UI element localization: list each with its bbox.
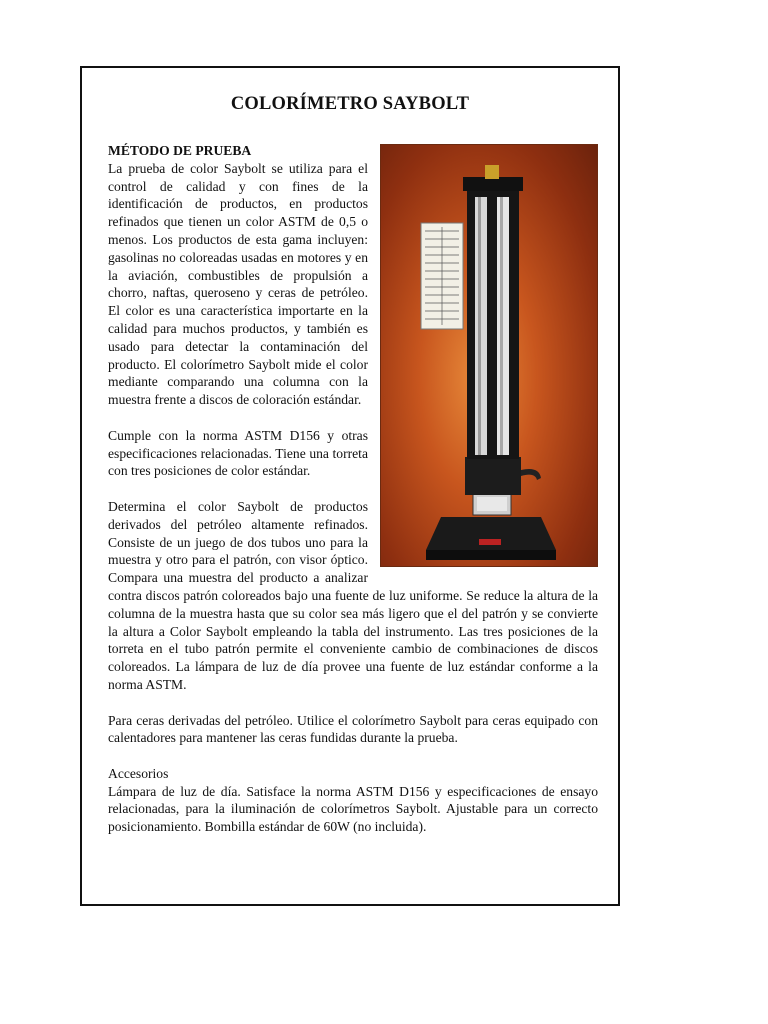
lower-housing — [465, 457, 521, 495]
brass-fitting-icon — [485, 165, 499, 179]
viewer-glass — [477, 497, 507, 511]
brand-logo-icon — [479, 539, 501, 545]
sample-tube-highlight — [478, 197, 481, 455]
standard-tube-highlight — [500, 197, 503, 455]
paragraph-accessories: Lámpara de luz de día. Satisface la norma ASTM D156 y especificaciones de ensayo relacionadas, para la iluminación de colorímetros Saybolt. Ajustable para un correcto posicionamiento. Bombilla estándar de 60W (no incluida). — [108, 783, 598, 835]
paragraph-method: Determina el color Saybolt de productos derivados del petróleo altamente refinados. Consiste de un juego de dos tubos uno para la muestra y otro para el patrón, con visor óptico. Compara una muestra del producto a analizar contra discos patrón coloreados bajo una fuente de luz uniforme. Se reduce la altura de la columna de la muestra hasta que su color sea más ligero que el del patrón y se convierte la altura a Color Saybolt empleando la tabla del instrumento. Las tres posiciones de la torreta en el tubo patrón permite el conveniente cambio de combinaciones de discos coloreados. La lámpara de luz de día provee una fuente de luz estándar conforme a la norma ASTM. — [108, 498, 598, 692]
adjustment-knob-icon — [521, 469, 541, 480]
instrument-base — [426, 517, 556, 550]
colorimeter-illustration — [381, 145, 597, 566]
paragraph-intro: La prueba de color Saybolt se utiliza para el control de calidad y con fines de la identificación de productos, en productos refinados que tienen un color ASTM de 0,5 o menos. Los productos de esta gama incluyen: gasolinas no coloreadas usadas en motores y en la aviación, combustibles de propulsión a chorro, naftas, queroseno y ceras de petróleo. El color es una característica importarte en la calidad para muchos productos, y también es usado para detectar la contaminación del producto. El colorímetro Saybolt mide el color mediante comparando una columna con la muestra frente a discos de coloración estándar. — [108, 160, 368, 408]
section-heading: MÉTODO DE PRUEBA — [108, 143, 252, 158]
instrument-base-front — [426, 550, 556, 560]
document-title: COLORÍMETRO SAYBOLT — [230, 94, 470, 114]
column-frame — [467, 187, 519, 459]
document-page — [80, 66, 620, 906]
saybolt-colorimeter-photo — [380, 144, 598, 567]
paragraph-waxes: Para ceras derivadas del petróleo. Utilice el colorímetro Saybolt para ceras equipado con calentadores para mantener las ceras fundidas durante la prueba. — [108, 712, 598, 746]
top-cap — [463, 177, 523, 191]
document-body — [108, 142, 598, 854]
paragraph-standards: Cumple con la norma ASTM D156 y otras especificaciones relacionadas. Tiene una torreta con tres posiciones de color estándar. — [108, 427, 368, 479]
accessories-title: Accesorios — [108, 765, 169, 781]
